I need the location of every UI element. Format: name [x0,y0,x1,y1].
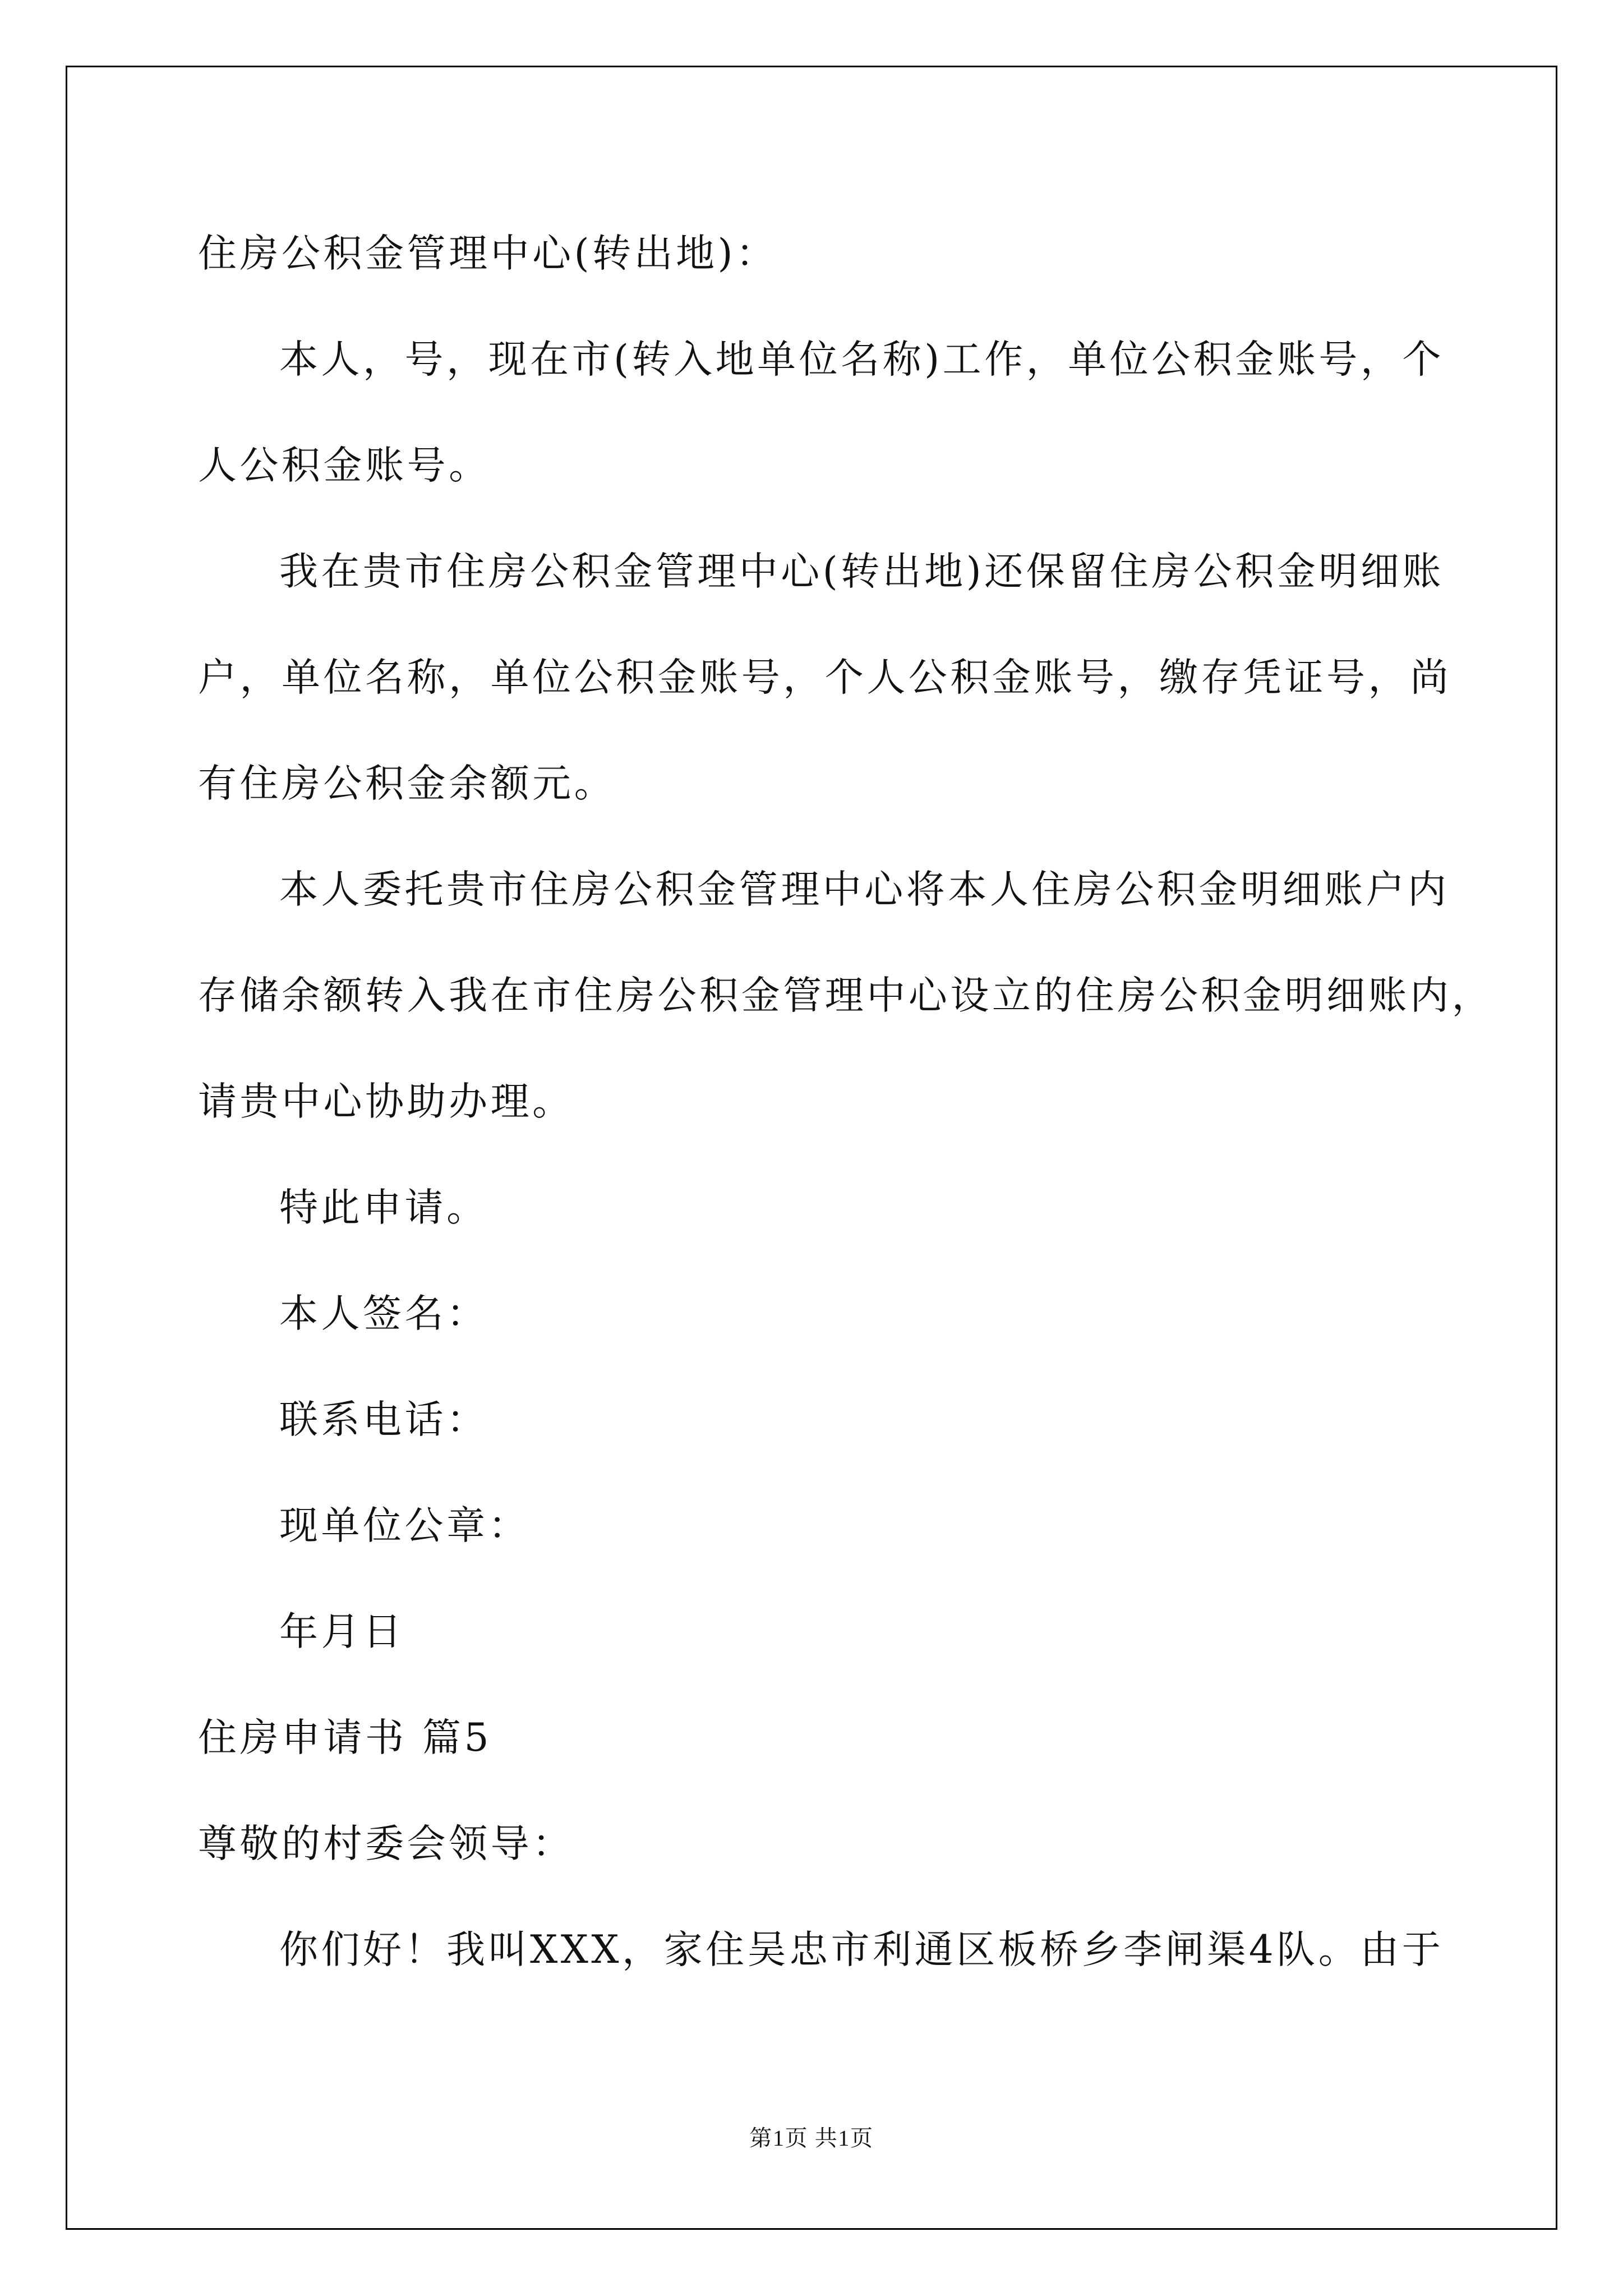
paragraph-line: 存储余额转入我在市住房公积金管理中心设立的住房公积金明细账内， [198,973,1494,1018]
paragraph-line: 本人，号，现在市(转入地单位名称)工作，单位公积金账号，个 [279,337,1444,382]
paragraph-line: 请贵中心协助办理。 [198,1079,574,1124]
paragraph-line: 我在贵市住房公积金管理中心(转出地)还保留住房公积金明细账 [279,549,1444,594]
seal-field-label: 现单位公章： [279,1503,531,1548]
signature-field-label: 本人签名： [279,1291,488,1336]
section-heading: 住房申请书 篇5 [198,1715,492,1760]
date-field-label: 年月日 [279,1609,405,1654]
salutation: 住房公积金管理中心(转出地)： [198,231,778,276]
salutation: 尊敬的村委会领导： [198,1821,574,1866]
page-footer: 第1页 共1页 [749,2125,874,2151]
paragraph-line: 你们好！我叫XXX，家住吴忠市利通区板桥乡李闸渠4队。由于 [279,1927,1444,1972]
paragraph-line: 户，单位名称，单位公积金账号，个人公积金账号，缴存凭证号，尚 [198,655,1452,700]
paragraph-line: 本人委托贵市住房公积金管理中心将本人住房公积金明细账户内 [279,867,1450,912]
phone-field-label: 联系电话： [279,1397,488,1442]
closing-line: 特此申请。 [279,1185,488,1230]
paragraph-line: 人公积金账号。 [198,443,491,488]
paragraph-line: 有住房公积金余额元。 [198,761,616,806]
page-border [66,66,1557,2230]
